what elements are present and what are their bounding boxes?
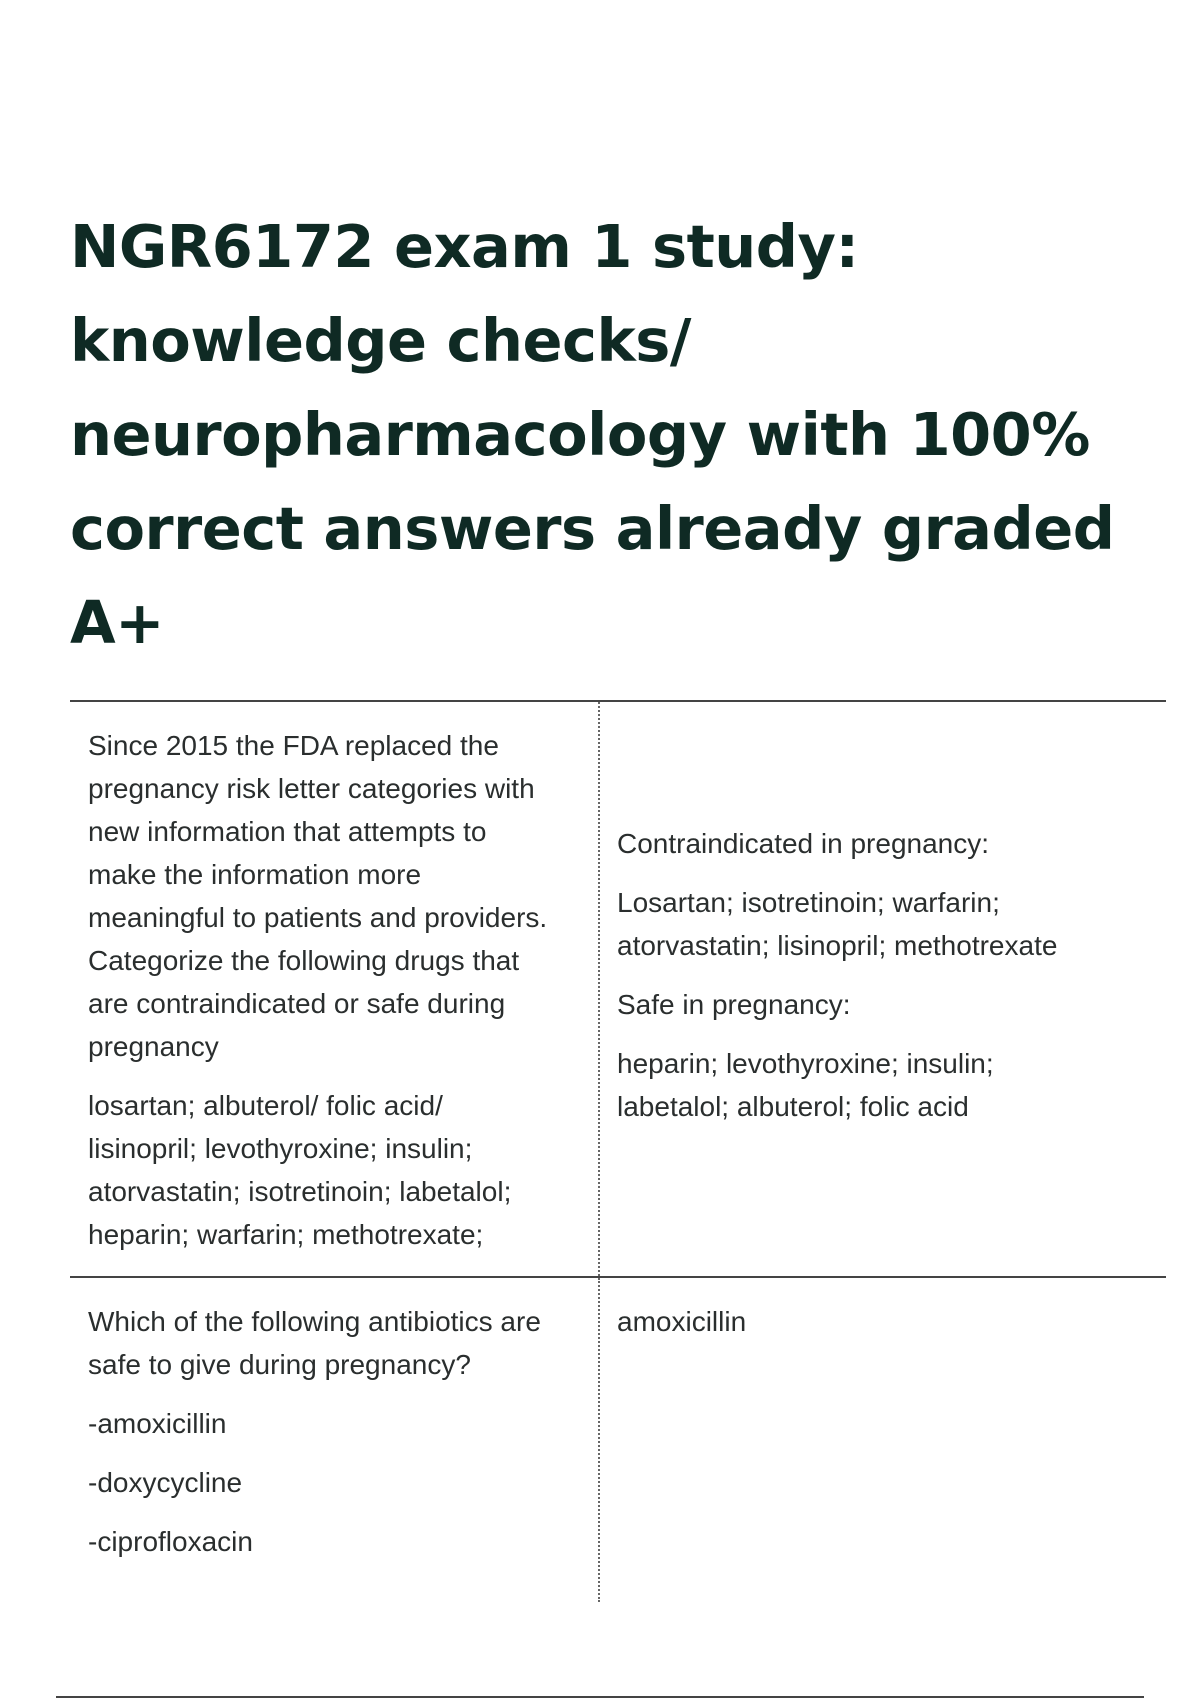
- question-line: pregnancy risk letter categories with: [88, 773, 535, 804]
- title-line: correct answers already graded: [70, 494, 1115, 563]
- qa-row: [70, 700, 1166, 1276]
- answer-text: amoxicillin: [617, 1306, 747, 1337]
- answer-option: -ciprofloxacin: [88, 1526, 253, 1557]
- question-line: Categorize the following drugs that: [88, 945, 520, 976]
- question-line: new information that attempts to: [88, 816, 487, 847]
- question-line: make the information more: [88, 859, 422, 890]
- question-text: [88, 1300, 582, 1386]
- drug-list-line: lisinopril; levothyroxine; insulin;: [88, 1133, 473, 1164]
- drug-list: [88, 1084, 582, 1256]
- safe-heading: Safe in pregnancy:: [617, 989, 851, 1020]
- answer-line: atorvastatin; lisinopril; methotrexate: [617, 930, 1058, 961]
- drug-list-line: atorvastatin; isotretinoin; labetalol;: [88, 1176, 512, 1207]
- contraindicated-heading: Contraindicated in pregnancy:: [617, 828, 990, 859]
- contraindicated-list: [617, 881, 1156, 967]
- title-line: A+: [70, 588, 165, 657]
- title-line: neuropharmacology with 100%: [70, 400, 1090, 469]
- document-title: [70, 200, 1170, 670]
- question-line: Which of the following antibiotics are: [88, 1306, 541, 1337]
- title-line: knowledge checks/: [70, 306, 691, 375]
- answer-line: Losartan; isotretinoin; warfarin;: [617, 887, 1000, 918]
- question-line: Since 2015 the FDA replaced the: [88, 730, 499, 761]
- answer-cell: [600, 1278, 1166, 1602]
- answer-option: -doxycycline: [88, 1467, 243, 1498]
- qa-table: [70, 700, 1166, 1602]
- question-line: pregnancy: [88, 1031, 219, 1062]
- answer-line: labetalol; albuterol; folic acid: [617, 1091, 969, 1122]
- question-text: [88, 724, 582, 1068]
- answer-line: heparin; levothyroxine; insulin;: [617, 1048, 994, 1079]
- qa-row: [70, 1276, 1166, 1602]
- question-line: meaningful to patients and providers.: [88, 902, 548, 933]
- question-line: safe to give during pregnancy?: [88, 1349, 471, 1380]
- question-cell: [70, 702, 600, 1276]
- safe-list: [617, 1042, 1156, 1128]
- drug-list-line: losartan; albuterol/ folic acid/: [88, 1090, 443, 1121]
- answer-option: -amoxicillin: [88, 1408, 227, 1439]
- question-cell: [70, 1278, 600, 1602]
- drug-list-line: heparin; warfarin; methotrexate;: [88, 1219, 484, 1250]
- footer-divider: [56, 1696, 1144, 1698]
- question-line: are contraindicated or safe during: [88, 988, 506, 1019]
- title-line: NGR6172 exam 1 study:: [70, 212, 859, 281]
- answer-cell: [600, 702, 1166, 1276]
